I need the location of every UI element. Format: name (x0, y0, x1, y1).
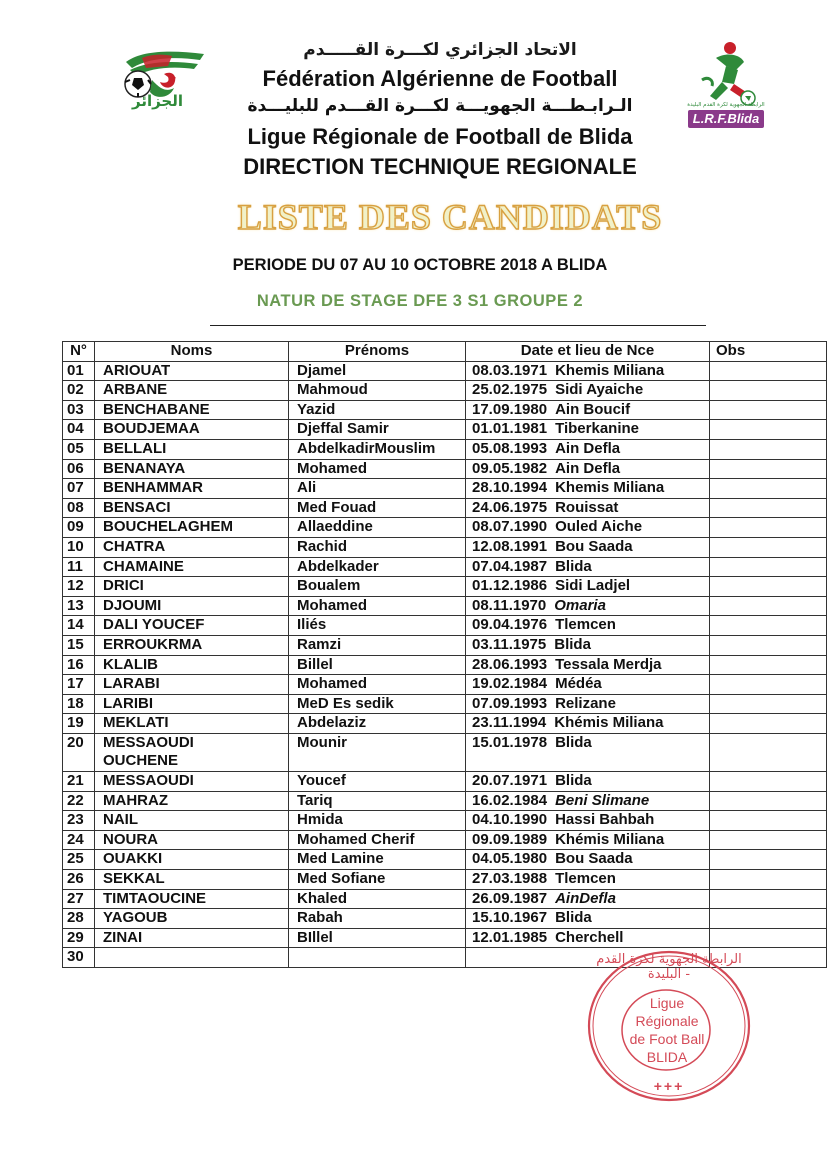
table-row (63, 518, 827, 538)
table-row (63, 420, 827, 440)
lrf-player-emblem-icon (686, 40, 766, 110)
stamp-line-2: Régionale (635, 1013, 699, 1029)
table-row (63, 459, 827, 479)
row-nom-second-line: OUCHENE (103, 752, 179, 770)
table-row (63, 733, 827, 771)
row-nom (95, 948, 289, 968)
row-number: 24 (63, 830, 95, 850)
row-obs (710, 616, 827, 636)
row-lieu: Bou Saada (555, 537, 633, 555)
row-obs (710, 772, 827, 792)
row-nom-text: MEKLATI (103, 714, 169, 732)
table-row (63, 557, 827, 577)
row-number: 19 (63, 714, 95, 734)
table-row (63, 675, 827, 695)
table-row (63, 889, 827, 909)
row-number: 10 (63, 537, 95, 557)
row-prenom: Rabah (289, 909, 466, 929)
row-obs (710, 518, 827, 538)
row-obs (710, 675, 827, 695)
row-lieu: Sidi Ladjel (555, 577, 631, 595)
row-date: 09.04.1976 (472, 616, 548, 634)
row-date-lieu (466, 733, 710, 771)
row-prenom: Allaeddine (289, 518, 466, 538)
row-date-lieu (466, 596, 710, 616)
row-nom (95, 772, 289, 792)
row-prenom (289, 948, 466, 968)
row-date-lieu (466, 811, 710, 831)
table-row (63, 479, 827, 499)
row-prenom: Youcef (289, 772, 466, 792)
row-date-lieu (466, 714, 710, 734)
row-date: 12.01.1985 (472, 928, 548, 946)
row-lieu: Cherchell (555, 928, 624, 946)
row-nom (95, 420, 289, 440)
table-row (63, 400, 827, 420)
row-nom-text: ARBANE (103, 381, 168, 399)
row-number: 18 (63, 694, 95, 714)
document-title: LISTE DES CANDIDATS (237, 197, 663, 237)
row-date: 15.01.1978 (472, 733, 548, 751)
row-lieu: Blida (555, 909, 592, 927)
row-nom-text: BENANAYA (103, 459, 186, 477)
table-row (63, 439, 827, 459)
row-lieu: Khémis Miliana (555, 830, 665, 848)
row-number: 22 (63, 791, 95, 811)
row-number: 25 (63, 850, 95, 870)
row-date: 27.03.1988 (472, 870, 548, 888)
row-number: 08 (63, 498, 95, 518)
row-nom-text: MAHRAZ (103, 791, 168, 809)
row-number: 30 (63, 948, 95, 968)
row-nom (95, 909, 289, 929)
row-date: 07.09.1993 (472, 694, 548, 712)
row-date-lieu (466, 850, 710, 870)
row-obs (710, 557, 827, 577)
row-obs (710, 830, 827, 850)
row-nom-text: NOURA (103, 830, 158, 848)
row-lieu: Blida (555, 772, 592, 790)
row-date-lieu (466, 557, 710, 577)
row-prenom: Mohamed (289, 675, 466, 695)
row-number: 11 (63, 557, 95, 577)
row-nom (95, 694, 289, 714)
row-nom-text: LARIBI (103, 694, 153, 712)
table-row (63, 537, 827, 557)
row-date: 28.10.1994 (472, 479, 548, 497)
row-date-lieu (466, 361, 710, 381)
row-lieu: Blida (555, 557, 592, 575)
row-number: 26 (63, 870, 95, 890)
row-lieu: Rouissat (555, 498, 619, 516)
row-obs (710, 439, 827, 459)
row-lieu: Bou Saada (555, 850, 633, 868)
row-prenom: Med Sofiane (289, 870, 466, 890)
table-row (63, 791, 827, 811)
row-number: 04 (63, 420, 95, 440)
row-date: 05.08.1993 (472, 439, 548, 457)
row-lieu: Ain Boucif (555, 400, 631, 418)
row-nom (95, 714, 289, 734)
stamp-line-1: Ligue (649, 995, 685, 1011)
row-prenom: Mounir (289, 733, 466, 771)
row-date-lieu (466, 459, 710, 479)
row-lieu: Omaria (554, 596, 606, 614)
row-nom (95, 596, 289, 616)
row-nom-text: ARIOUAT (103, 361, 171, 379)
table-row (63, 616, 827, 636)
table-row (63, 772, 827, 792)
row-date-lieu (466, 909, 710, 929)
row-obs (710, 537, 827, 557)
arabic-league-name: الـرابـطـــة الجهويـــة لكـــرة القـــدم للبليـــدة (247, 96, 633, 116)
row-date-lieu (466, 616, 710, 636)
row-lieu: Sidi Ayaiche (555, 381, 644, 399)
row-lieu: Hassi Bahbah (555, 811, 655, 829)
row-number: 15 (63, 635, 95, 655)
row-nom-text: CHAMAINE (103, 557, 184, 575)
direction-title: DIRECTION TECHNIQUE REGIONALE (243, 154, 637, 179)
row-date-lieu (466, 400, 710, 420)
row-number: 05 (63, 439, 95, 459)
table-row (63, 361, 827, 381)
row-nom-text: TIMTAOUCINE (103, 889, 207, 907)
row-number: 01 (63, 361, 95, 381)
row-prenom: Abdelaziz (289, 714, 466, 734)
row-date-lieu (466, 577, 710, 597)
table-row (63, 830, 827, 850)
table-row (63, 498, 827, 518)
row-date: 17.09.1980 (472, 400, 548, 418)
row-date-lieu (466, 439, 710, 459)
row-nom (95, 830, 289, 850)
row-date: 28.06.1993 (472, 655, 548, 673)
row-number: 03 (63, 400, 95, 420)
row-lieu: Khemis Miliana (555, 361, 665, 379)
row-prenom: BIllel (289, 928, 466, 948)
row-obs (710, 889, 827, 909)
row-obs (710, 928, 827, 948)
header-obs: Obs (710, 342, 827, 362)
row-date: 07.04.1987 (472, 557, 548, 575)
row-nom-text: BENHAMMAR (103, 479, 203, 497)
row-nom (95, 616, 289, 636)
table-row (63, 655, 827, 675)
row-number: 28 (63, 909, 95, 929)
row-date: 20.07.1971 (472, 772, 548, 790)
row-number: 06 (63, 459, 95, 479)
row-prenom: Billel (289, 655, 466, 675)
row-obs (710, 714, 827, 734)
row-nom-text: KLALIB (103, 655, 158, 673)
arabic-federation-name: الاتحاد الجزائري لكـــرة القـــــدم (303, 40, 577, 60)
table-row (63, 928, 827, 948)
row-nom-text: ERROUKRMA (103, 635, 203, 653)
row-prenom: Tariq (289, 791, 466, 811)
row-date-lieu (466, 889, 710, 909)
row-date: 09.09.1989 (472, 830, 548, 848)
row-date: 12.08.1991 (472, 537, 548, 555)
row-date: 03.11.1975 (472, 635, 547, 653)
row-number: 17 (63, 675, 95, 695)
row-nom-text: MESSAOUDI (103, 772, 194, 790)
row-nom (95, 791, 289, 811)
stamp-arabic-text: الرابطة الجهوية لكرة القدم - البليدة (596, 952, 742, 982)
row-date: 26.09.1987 (472, 889, 548, 907)
row-obs (710, 870, 827, 890)
row-obs (710, 479, 827, 499)
row-obs (710, 791, 827, 811)
table-row (63, 811, 827, 831)
table-header-row (63, 342, 827, 362)
row-prenom: Ali (289, 479, 466, 499)
row-nom (95, 811, 289, 831)
row-nom (95, 850, 289, 870)
row-nom (95, 400, 289, 420)
row-nom-text: NAIL (103, 811, 138, 829)
row-number: 12 (63, 577, 95, 597)
table-row (63, 381, 827, 401)
row-nom-text: BELLALI (103, 439, 167, 457)
lrf-logo-arabic: الرابطة الجهوية لكرة القدم البليدة (687, 102, 765, 108)
row-obs (710, 909, 827, 929)
faf-logo-text: الجزائر (132, 92, 184, 110)
row-number: 02 (63, 381, 95, 401)
header-prenoms: Prénoms (289, 342, 466, 362)
row-prenom: Mahmoud (289, 381, 466, 401)
row-date: 01.01.1981 (472, 420, 548, 438)
row-prenom: MeD Es sedik (289, 694, 466, 714)
row-obs (710, 400, 827, 420)
stamp-line-4: BLIDA (646, 1049, 688, 1065)
row-date: 04.10.1990 (472, 811, 548, 829)
row-prenom: Abdelkader (289, 557, 466, 577)
row-lieu: Beni Slimane (555, 791, 650, 809)
row-date: 23.11.1994 (472, 714, 547, 732)
header-divider (210, 325, 706, 326)
table-row (63, 850, 827, 870)
row-prenom: Boualem (289, 577, 466, 597)
row-lieu: AinDefla (555, 889, 616, 907)
row-date: 01.12.1986 (472, 577, 548, 595)
stage-nature: NATUR DE STAGE DFE 3 S1 GROUPE 2 (256, 292, 584, 310)
row-nom (95, 459, 289, 479)
row-prenom: Khaled (289, 889, 466, 909)
table-row (63, 596, 827, 616)
header-date-lieu: Date et lieu de Nce (466, 342, 710, 362)
row-prenom: Djeffal Samir (289, 420, 466, 440)
row-nom (95, 537, 289, 557)
row-nom-text: CHATRA (103, 537, 166, 555)
table-row (63, 870, 827, 890)
row-number: 07 (63, 479, 95, 499)
header-number: N° (63, 342, 95, 362)
row-obs (710, 577, 827, 597)
row-date: 08.11.1970 (472, 596, 547, 614)
row-nom (95, 635, 289, 655)
row-nom (95, 498, 289, 518)
row-prenom: Med Fouad (289, 498, 466, 518)
row-nom (95, 361, 289, 381)
row-prenom: Rachid (289, 537, 466, 557)
row-nom-text: DALI YOUCEF (103, 616, 205, 634)
row-nom (95, 439, 289, 459)
lrf-blida-logo (686, 40, 766, 132)
row-obs (710, 733, 827, 771)
row-lieu: Khemis Miliana (555, 479, 665, 497)
header-noms: Noms (95, 342, 289, 362)
row-nom (95, 870, 289, 890)
row-prenom: Mohamed Cherif (289, 830, 466, 850)
row-prenom: Mohamed (289, 596, 466, 616)
row-date: 25.02.1975 (472, 381, 548, 399)
lrf-logo-text: L.R.F.Blida (688, 110, 764, 128)
row-nom (95, 577, 289, 597)
row-date-lieu (466, 479, 710, 499)
row-nom (95, 675, 289, 695)
row-lieu: Blida (554, 635, 591, 653)
row-date: 24.06.1975 (472, 498, 548, 516)
row-nom-text: MESSAOUDI (103, 733, 194, 751)
row-nom-text: BENSACI (103, 498, 171, 516)
row-nom-text: LARABI (103, 675, 160, 693)
row-date-lieu (466, 420, 710, 440)
row-number: 29 (63, 928, 95, 948)
row-date: 19.02.1984 (472, 675, 548, 693)
row-number: 16 (63, 655, 95, 675)
period-line: PERIODE DU 07 AU 10 OCTOBRE 2018 A BLIDA (232, 256, 608, 274)
row-date-lieu (466, 518, 710, 538)
row-date: 04.05.1980 (472, 850, 548, 868)
row-prenom: Djamel (289, 361, 466, 381)
row-obs (710, 381, 827, 401)
row-nom-text: OUAKKI (103, 850, 163, 868)
candidates-table (62, 341, 827, 968)
row-date: 16.02.1984 (472, 791, 548, 809)
row-nom (95, 518, 289, 538)
row-lieu: Tlemcen (555, 870, 616, 888)
row-nom (95, 655, 289, 675)
row-nom-text: SEKKAL (103, 870, 165, 888)
row-date: 15.10.1967 (472, 909, 548, 927)
table-body (63, 361, 827, 967)
stamp-line-3: de Foot Ball (629, 1031, 705, 1047)
row-date-lieu (466, 635, 710, 655)
stamp-stars: +++ (653, 1078, 685, 1094)
federation-name: Fédération Algérienne de Football (262, 66, 618, 91)
row-number: 20 (63, 733, 95, 771)
row-nom (95, 479, 289, 499)
row-date-lieu (466, 772, 710, 792)
row-date: 08.03.1971 (472, 361, 548, 379)
row-obs (710, 850, 827, 870)
row-obs (710, 655, 827, 675)
row-date-lieu (466, 655, 710, 675)
row-obs (710, 694, 827, 714)
row-nom-text: DJOUMI (103, 596, 162, 614)
row-number: 23 (63, 811, 95, 831)
row-obs (710, 459, 827, 479)
row-nom (95, 889, 289, 909)
row-prenom: Hmida (289, 811, 466, 831)
table-row (63, 909, 827, 929)
row-lieu: Relizane (555, 694, 616, 712)
table-row (63, 714, 827, 734)
row-lieu: Ain Defla (555, 439, 621, 457)
row-date-lieu (466, 381, 710, 401)
row-date-lieu (466, 791, 710, 811)
row-date: 09.05.1982 (472, 459, 548, 477)
row-nom-text: ZINAI (103, 928, 143, 946)
row-lieu: Tlemcen (555, 616, 616, 634)
row-prenom: Mohamed (289, 459, 466, 479)
row-lieu: Ain Defla (555, 459, 621, 477)
row-prenom: Med Lamine (289, 850, 466, 870)
row-date-lieu (466, 870, 710, 890)
row-nom-text: BENCHABANE (103, 400, 210, 418)
row-obs (710, 420, 827, 440)
row-number: 21 (63, 772, 95, 792)
row-obs (710, 811, 827, 831)
row-lieu: Ouled Aiche (555, 518, 643, 536)
stamp-inner-text (622, 994, 712, 1066)
row-date-lieu (466, 537, 710, 557)
row-date-lieu (466, 498, 710, 518)
row-number: 14 (63, 616, 95, 636)
row-date-lieu (466, 928, 710, 948)
row-lieu: Tessala Merdja (555, 655, 662, 673)
row-obs (710, 361, 827, 381)
league-name: Ligue Régionale de Football de Blida (247, 124, 633, 149)
row-nom (95, 928, 289, 948)
row-nom (95, 557, 289, 577)
row-nom (95, 733, 289, 771)
row-prenom: AbdelkadirMouslim (289, 439, 466, 459)
row-nom-text: BOUDJEMAA (103, 420, 200, 438)
table-row (63, 635, 827, 655)
row-date-lieu (466, 675, 710, 695)
row-prenom: Yazid (289, 400, 466, 420)
row-nom-text: BOUCHELAGHEM (103, 518, 233, 536)
official-stamp (584, 946, 754, 1106)
row-nom (95, 381, 289, 401)
row-date-lieu (466, 694, 710, 714)
row-number: 09 (63, 518, 95, 538)
row-number: 27 (63, 889, 95, 909)
table-row (63, 577, 827, 597)
row-nom-text: DRICI (103, 577, 144, 595)
row-lieu: Blida (555, 733, 592, 751)
table-row (63, 694, 827, 714)
row-obs (710, 498, 827, 518)
row-date: 08.07.1990 (472, 518, 548, 536)
row-prenom: Iliés (289, 616, 466, 636)
row-lieu: Médéa (555, 675, 602, 693)
row-lieu: Tiberkanine (555, 420, 639, 438)
row-obs (710, 635, 827, 655)
row-prenom: Ramzi (289, 635, 466, 655)
row-nom-text: YAGOUB (103, 909, 168, 927)
row-obs (710, 596, 827, 616)
row-number: 13 (63, 596, 95, 616)
row-lieu: Khémis Miliana (554, 714, 664, 732)
row-date-lieu (466, 830, 710, 850)
